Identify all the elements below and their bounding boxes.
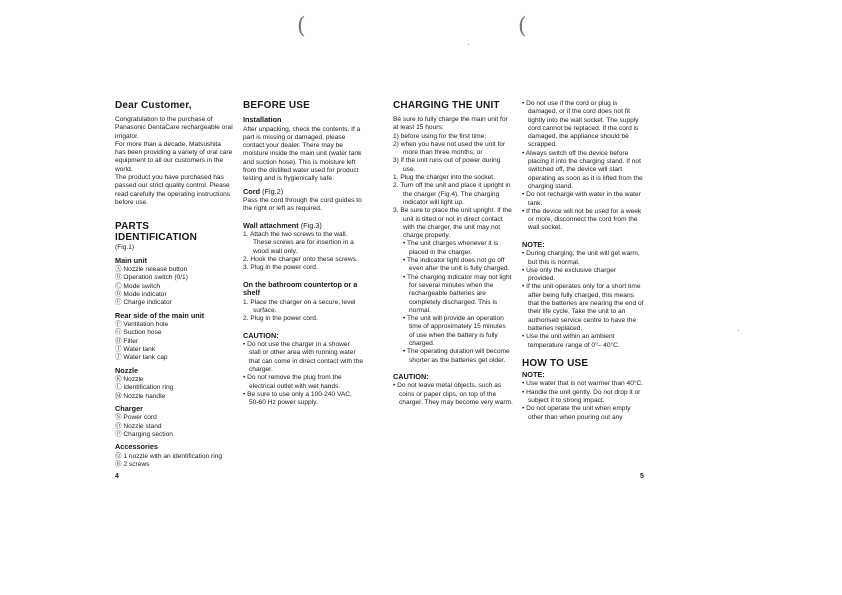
note-item: • Use the unit within an ambient temperature range of 0°– 40°C. [522, 333, 620, 349]
scan-speck [468, 44, 469, 45]
parts-heading: PARTS IDENTIFICATION [115, 221, 198, 244]
part-item: Ⓓ Mode indicator [115, 290, 167, 298]
part-item: Ⓐ Nozzle release button [115, 266, 188, 274]
main-unit-title: Main unit [115, 255, 148, 265]
page-number-right: 5 [640, 473, 644, 480]
part-item: Ⓛ Identification ring [115, 384, 174, 392]
charging-bullet: • The operating duration will become shorter as the batteries get older. [403, 348, 510, 364]
part-item: Ⓝ Power cord [115, 414, 157, 422]
charging-condition: 2) when you have not used the unit for more than three months; or [393, 140, 506, 157]
binding-mark-left: ( [297, 14, 306, 39]
caution-title: CAUTION: [243, 330, 279, 340]
wall-attachment-title: Wall attachment (Fig.3) [243, 220, 322, 230]
charging-condition: 1) before using for the first time; [393, 132, 487, 140]
part-item: Ⓡ 2 screws [115, 461, 150, 469]
note-item: • Use water that is not warmer than 40°C. [522, 380, 644, 388]
intro-paragraph: The product you have purchased has passed our strict quality control. Please read carefully the operating instructions before use. [115, 174, 231, 206]
nozzle-title: Nozzle [115, 365, 139, 375]
page-number-left: 4 [115, 473, 119, 480]
note-item: • Handle the unit gently. Do not drop it or subject it to strong impact. [522, 388, 641, 404]
charging-intro: Be sure to fully charge the main unit for at least 15 hours: [393, 116, 508, 132]
part-item: Ⓚ Nozzle [115, 376, 144, 384]
column-dear-customer [115, 100, 233, 469]
before-use-heading: BEFORE USE [243, 100, 311, 111]
part-item: Ⓘ Water tank [115, 345, 156, 353]
installation-title: Installation [243, 115, 282, 124]
wall-step: 1. Attach the two screws to the wall. These screws are for insertion in a wood wall only. [243, 231, 354, 255]
charging-step: 3. Be sure to place the unit upright. If the unit is tilted or not in direct contact with the charger, the unit may not charge properly. [393, 207, 512, 240]
countertop-step: 1. Place the charger on a secure, level surface. [243, 298, 356, 314]
caution-item: • Be sure to use only a 100-240 VAC, 50-60 Hz power supply. [243, 390, 352, 407]
charger-title: Charger [115, 403, 143, 413]
column-notes [522, 100, 644, 422]
rear-side-title: Rear side of the main unit [115, 310, 205, 320]
column-charging [393, 100, 513, 407]
charging-bullet: • The unit charges whenever it is placed in the charger. [403, 240, 499, 256]
cord-text: Pass the cord through the cord guides to the right or left as required. [243, 197, 362, 213]
wall-step: 3. Plug in the power cord. [243, 264, 318, 272]
caution-item: • Do not remove the plug from the electrical outlet with wet hands. [243, 374, 342, 390]
part-item: Ⓗ Filter [115, 337, 139, 345]
part-item: Ⓠ 1 nozzle with an identification ring [115, 452, 223, 460]
part-item: Ⓟ Charging section [115, 431, 173, 439]
part-item: Ⓔ Charge indicator [115, 299, 172, 307]
note-item: • If the unit operates only for a short time after being fully charged, this means that the batteries are nearing the end of their life cycle. Take the unit to an authorised service centre to have the batteries replaced. [522, 283, 644, 332]
part-item: Ⓕ Ventilation hole [115, 321, 169, 329]
wall-step: 2. Hook the charger onto these screws. [243, 256, 358, 264]
charging-step: 2. Turn off the unit and place it upright in the charger (Fig.4). The charging indicator will light up. [393, 182, 511, 206]
part-item: Ⓞ Nozzle stand [115, 422, 162, 430]
note-title: NOTE: [522, 239, 545, 249]
note-title: NOTE: [522, 369, 545, 379]
note-item: • Use only the exclusive charger provided. [522, 266, 616, 283]
warning-bullet: • Always switch off the device before placing it into the charging stand. If not switched off, the device will start operating as soon as it is lifted from the charging stand. [522, 149, 643, 190]
charging-bullet: • The unit will provide an operation time of approximately 15 minutes of use when the battery is fully charged. [403, 315, 506, 348]
charging-bullet: • The indicator light does not go off even after the unit is fully charged. [403, 257, 510, 273]
charging-bullet: • The charging indicator may not light for several minutes when the rechargeable batteries are completely discharged. This is normal. [403, 273, 512, 314]
warning-bullet: • Do not use if the cord or plug is damaged, or if the cord does not fit tightly into the wall socket. The supply cord cannot be replaced. If the cord is damaged, the appliance should be scrapped. [522, 100, 639, 149]
installation-text: After unpacking, check the contents. If a part is missing or damaged, please contact your dealer. There may be moisture inside the main unit (water tank and suction hose). This is moisture left from the distilled water used for product testing and is hygienically safe. [243, 125, 362, 183]
figure-ref: (Fig.1) [115, 244, 135, 252]
warning-bullet: • Do not recharge with water in the water tank. [522, 191, 641, 207]
part-item: Ⓒ Mode switch [115, 282, 161, 290]
how-to-use-heading: HOW TO USE [522, 357, 589, 369]
scan-speck [738, 330, 739, 331]
charging-condition: 3) if the unit runs out of power during use. [393, 157, 501, 173]
cord-title: Cord (Fig.2) [243, 186, 284, 196]
intro-paragraph: Congratulation to the purchase of Panasonic DentaCare rechargeable oral irrigator. [115, 116, 233, 140]
countertop-title: On the bathroom countertop or a shelf [243, 279, 358, 298]
caution-item: • Do not use the charger in a shower stall or other area with running water that can come in direct contact with the charger. [243, 341, 363, 373]
caution-item: • Do not leave metal objects, such as coins or paper clips, on top of the charger. They may become very warm. [393, 382, 513, 406]
accessories-title: Accessories [115, 442, 159, 452]
part-item: Ⓜ Nozzle handle [115, 392, 166, 400]
note-item: • During charging, the unit will get warm, but this is normal. [522, 250, 640, 266]
greeting-heading: Dear Customer, [115, 100, 192, 111]
part-item: Ⓑ Operation switch (0/1) [115, 274, 188, 282]
part-item: Ⓖ Suction hose [115, 329, 162, 337]
charging-step: 1. Plug the charger into the socket. [393, 174, 495, 182]
column-before-use [243, 100, 363, 407]
countertop-step: 2. Plug in the power cord. [243, 315, 318, 323]
charging-heading: CHARGING THE UNIT [393, 100, 500, 111]
part-item: Ⓙ Water tank cap [115, 354, 168, 362]
warning-bullet: • If the device will not be used for a week or more, disconnect the cord from the wall socket. [522, 207, 642, 232]
caution-title: CAUTION: [393, 371, 429, 381]
binding-mark-right: ( [518, 14, 527, 39]
intro-paragraph: For more than a decade, Matsushita has been providing a variety of oral care equipment to all our customers in the world. [115, 140, 233, 173]
note-item: • Do not operate the unit when empty other than when pouring out any [522, 405, 631, 421]
